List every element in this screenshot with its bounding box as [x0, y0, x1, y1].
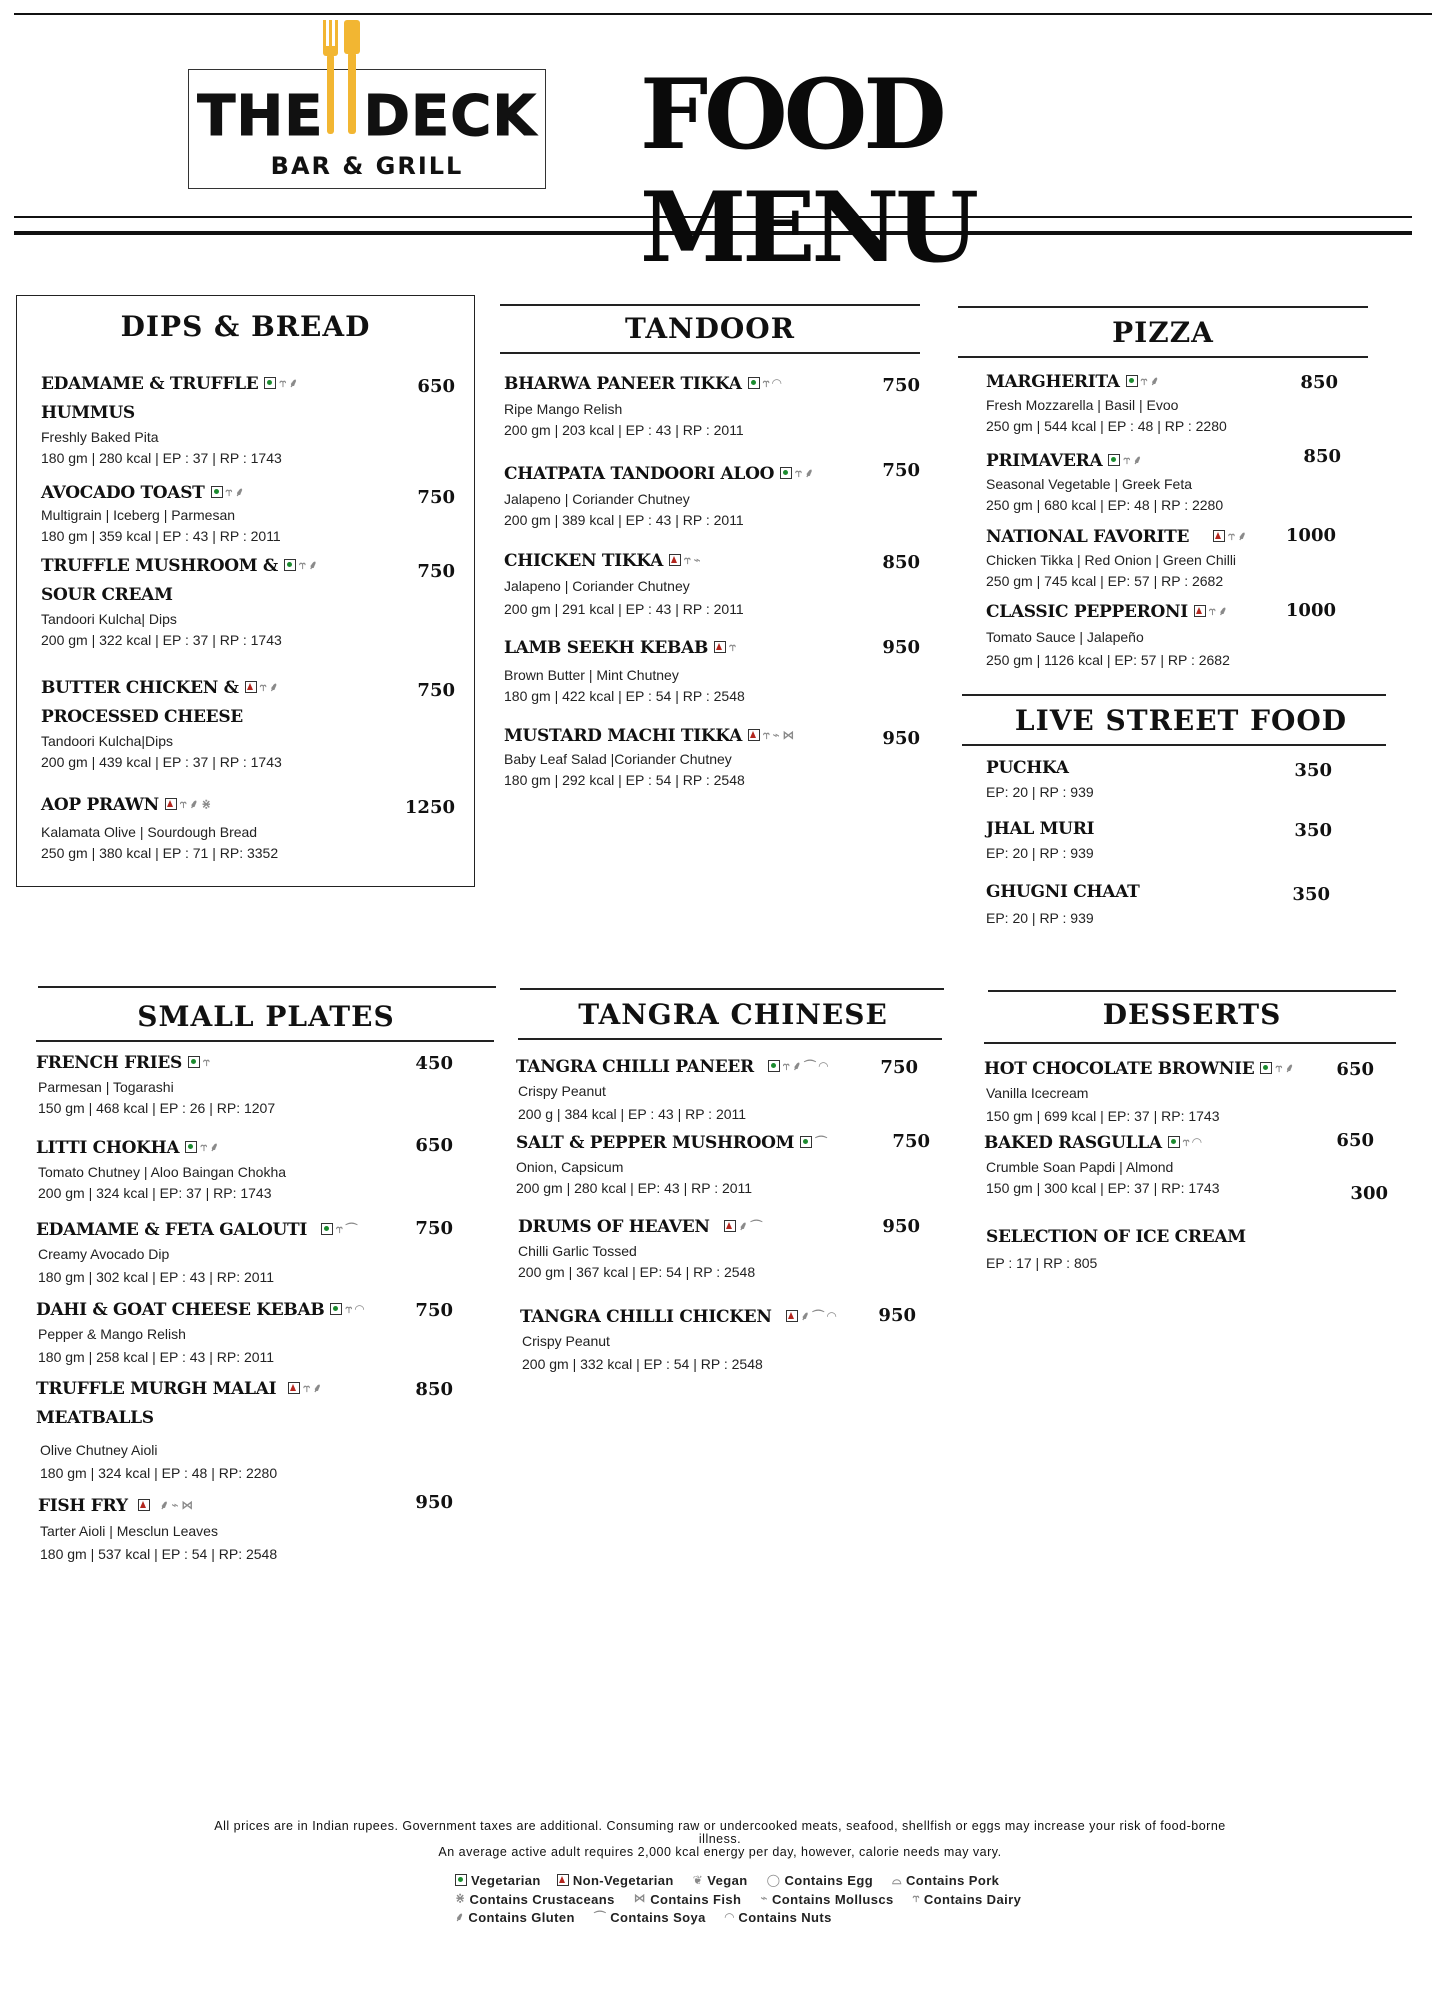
fish-icon: ⋈ [181, 1497, 194, 1512]
item-desc: Tomato Sauce | Jalapeño [986, 628, 1144, 645]
pork-icon: ⌓ [892, 1872, 902, 1887]
veg-icon [188, 1056, 200, 1068]
molluscs-icon: ⌁ [772, 727, 780, 742]
item-desc: Multigrain | Iceberg | Parmesan [41, 506, 236, 523]
legend-vegetarian: Vegetarian [471, 1873, 541, 1888]
dairy-icon: ⥾ [345, 1301, 352, 1316]
veg-icon [1260, 1062, 1272, 1074]
dairy-icon: ⥾ [912, 1891, 920, 1906]
item-desc: Jalapeno | Coriander Chutney [504, 577, 690, 594]
item-price: 850 [1300, 372, 1338, 393]
veg-icon [780, 467, 792, 479]
gluten-icon: ⸙ [159, 1497, 169, 1512]
veg-icon [768, 1060, 780, 1072]
item-name: SALT & PEPPER MUSHROOM [516, 1133, 795, 1153]
veg-icon [1168, 1136, 1180, 1148]
gluten-icon: ⸙ [1150, 373, 1159, 388]
section-title: SMALL PLATES [137, 1000, 395, 1033]
nuts-icon: ◠ [818, 1058, 828, 1073]
veg-icon [1108, 454, 1120, 466]
section-title: DESSERTS [1102, 998, 1282, 1031]
item-desc: Crumble Soan Papdi | Almond [986, 1158, 1174, 1175]
non-veg-icon [669, 554, 681, 566]
crustaceans-icon: ⋇ [455, 1891, 466, 1906]
item-desc: Tarter Aioli | Mesclun Leaves [40, 1522, 218, 1539]
item-name: AVOCADO TOAST [41, 483, 205, 503]
item-meta: 180 gm | 258 kcal | EP : 43 | RP: 2011 [38, 1348, 275, 1365]
item-name-cont: HUMMUS [41, 402, 135, 423]
veg-icon [1126, 375, 1138, 387]
vegan-icon: ❦ [692, 1872, 704, 1887]
section-rule-top [38, 986, 496, 988]
section-small-plates [36, 980, 496, 1580]
gluten-icon: ⸙ [235, 484, 244, 499]
section-rule-top [962, 694, 1386, 696]
gluten-icon: ⸙ [455, 1909, 465, 1924]
item-name: BAKED RASGULLA [984, 1133, 1162, 1153]
section-title: LIVE STREET FOOD [1014, 704, 1348, 737]
gluten-icon: ⸙ [1237, 528, 1247, 543]
item-desc: Crispy Peanut [522, 1332, 610, 1349]
logo-name: THE DECK [197, 84, 537, 149]
item-name: AOP PRAWN [41, 795, 159, 815]
item-meta: 200 gm | 291 kcal | EP : 43 | RP : 2011 [504, 600, 744, 617]
item-name: EDAMAME & FETA GALOUTI [36, 1220, 308, 1240]
dairy-icon: ⥾ [1140, 373, 1148, 388]
gluten-icon: ⸙ [1218, 603, 1228, 618]
legend-vegan: Vegan [707, 1873, 748, 1888]
nuts-icon: ◠ [1192, 1134, 1202, 1149]
gluten-icon: ⸙ [804, 465, 814, 480]
item-meta: 200 gm | 389 kcal | EP : 43 | RP : 2011 [504, 511, 744, 528]
legend-fish: Contains Fish [650, 1891, 742, 1907]
gluten-icon: ⸙ [189, 796, 199, 811]
item-name-cont: MEATBALLS [36, 1407, 154, 1428]
item-price: 450 [415, 1053, 453, 1074]
section-rule-bottom [518, 1038, 942, 1040]
item-price: 650 [415, 1135, 453, 1156]
legend-pork: Contains Pork [905, 1873, 1000, 1888]
item-meta: 200 gm | 367 kcal | EP: 54 | RP : 2548 [518, 1263, 756, 1280]
non-veg-icon [245, 681, 257, 693]
item-price: 350 [1294, 760, 1332, 781]
item-desc: Creamy Avocado Dip [38, 1245, 170, 1262]
egg-icon: ◯ [766, 1872, 781, 1887]
soya-icon: ⌒ [804, 1058, 816, 1073]
crustaceans-icon: ⋇ [201, 796, 211, 811]
item-price: 850 [882, 552, 920, 573]
section-rule-top [500, 304, 920, 306]
item-price: 850 [1303, 446, 1341, 467]
item-name: MUSTARD MACHI TIKKA [504, 726, 743, 746]
item-desc: Jalapeno | Coriander Chutney [504, 490, 690, 507]
item-desc: Chilli Garlic Tossed [518, 1242, 637, 1259]
item-name: NATIONAL FAVORITE [986, 527, 1190, 547]
item-price: 750 [880, 1057, 918, 1078]
dairy-icon: ⥾ [279, 375, 286, 390]
section-rule-top [958, 306, 1368, 308]
item-name: GHUGNI CHAAT [986, 882, 1140, 902]
item-name: LITTI CHOKHA [36, 1138, 180, 1158]
item-meta: 250 gm | 380 kcal | EP : 71 | RP: 3352 [41, 844, 279, 861]
legend-non-vegetarian: Non-Vegetarian [572, 1873, 674, 1888]
item-price: 750 [892, 1131, 930, 1152]
gluten-icon: ⸙ [800, 1308, 810, 1323]
legend-molluscs: Contains Molluscs [772, 1891, 894, 1907]
item-desc: Chicken Tikka | Red Onion | Green Chilli [986, 551, 1237, 568]
non-veg-icon [138, 1499, 150, 1511]
veg-icon [455, 1874, 467, 1886]
item-meta: 200 g | 384 kcal | EP : 43 | RP : 2011 [518, 1105, 747, 1122]
section-tangra-chinese [518, 980, 948, 1400]
section-rule-top [988, 990, 1396, 992]
legend-crustaceans: Contains Crustaceans [469, 1891, 615, 1907]
item-desc: Pepper & Mango Relish [38, 1325, 186, 1342]
veg-icon [264, 377, 276, 389]
item-name: BHARWA PANEER TIKKA [504, 374, 742, 394]
item-name: SELECTION OF ICE CREAM [986, 1227, 1246, 1247]
item-price: 750 [417, 561, 455, 582]
item-name: DRUMS OF HEAVEN [518, 1217, 710, 1237]
item-meta: 200 gm | 280 kcal | EP: 43 | RP : 2011 [516, 1179, 753, 1196]
dairy-icon: ⥾ [795, 465, 802, 480]
item-price: 950 [878, 1305, 916, 1326]
item-price: 950 [415, 1492, 453, 1513]
item-desc: Crispy Peanut [518, 1082, 606, 1099]
cutlery-icon [319, 20, 365, 140]
dietary-legend [455, 1872, 1055, 1928]
dairy-icon: ⥾ [303, 1380, 310, 1395]
item-price: 950 [882, 1216, 920, 1237]
nuts-icon: ◠ [354, 1301, 364, 1316]
item-price: 1000 [1285, 600, 1336, 621]
item-meta: 180 gm | 359 kcal | EP : 43 | RP : 2011 [41, 527, 281, 544]
logo [188, 69, 546, 189]
item-meta: 180 gm | 324 kcal | EP : 48 | RP: 2280 [40, 1464, 278, 1481]
dairy-icon: ⥾ [336, 1221, 343, 1236]
item-name-cont: SOUR CREAM [41, 584, 173, 605]
section-dips-bread [16, 295, 475, 887]
veg-icon [321, 1223, 333, 1235]
item-price: 850 [415, 1379, 453, 1400]
item-name: PUCHKA [986, 758, 1069, 778]
item-price: 1000 [1285, 525, 1336, 546]
item-name: FRENCH FRIES [36, 1053, 182, 1073]
item-meta: EP: 20 | RP : 939 [986, 845, 1094, 861]
logo-subtitle: BAR & GRILL [270, 152, 464, 180]
dairy-icon: ⥾ [684, 552, 691, 567]
item-name: HOT CHOCOLATE BROWNIE [984, 1059, 1255, 1079]
item-price: 750 [417, 487, 455, 508]
non-veg-icon [1194, 605, 1206, 617]
item-price: 300 [1350, 1183, 1388, 1204]
item-desc: Freshly Baked Pita [41, 428, 159, 445]
section-rule-bottom [36, 1040, 494, 1042]
veg-icon [185, 1141, 197, 1153]
legend-dairy: Contains Dairy [923, 1891, 1022, 1907]
item-desc: Onion, Capsicum [516, 1158, 624, 1175]
item-meta: 180 gm | 302 kcal | EP : 43 | RP: 2011 [38, 1268, 275, 1285]
dairy-icon: ⥾ [179, 796, 187, 811]
item-desc: Baby Leaf Salad |Coriander Chutney [504, 750, 732, 767]
fish-icon: ⋈ [633, 1891, 647, 1906]
section-title: PIZZA [1112, 316, 1214, 349]
non-veg-icon [786, 1310, 798, 1322]
soya-icon: ⌒ [593, 1909, 607, 1924]
gluten-icon: ⸙ [288, 375, 298, 390]
item-name: PRIMAVERA [986, 451, 1103, 471]
item-name: EDAMAME & TRUFFLE [41, 374, 259, 394]
item-price: 750 [882, 460, 920, 481]
item-name: JHAL MURI [986, 819, 1095, 839]
section-live-street-food [962, 690, 1392, 940]
dairy-icon: ⥾ [1275, 1060, 1282, 1075]
item-meta: 150 gm | 300 kcal | EP: 37 | RP: 1743 [986, 1179, 1220, 1196]
gluten-icon: ⸙ [312, 1380, 322, 1395]
item-price: 950 [882, 637, 920, 658]
item-name: FISH FRY [38, 1496, 128, 1516]
top-rule [14, 13, 1432, 15]
molluscs-icon: ⌁ [693, 552, 701, 567]
veg-icon [748, 377, 760, 389]
item-meta: 180 gm | 292 kcal | EP : 54 | RP : 2548 [504, 771, 745, 788]
item-name-cont: PROCESSED CHEESE [41, 706, 243, 727]
section-title: TANDOOR [625, 312, 795, 345]
dairy-icon: ⥾ [298, 557, 306, 572]
item-meta: 200 gm | 439 kcal | EP : 37 | RP : 1743 [41, 753, 282, 770]
item-meta: 150 gm | 468 kcal | EP : 26 | RP: 1207 [38, 1099, 276, 1116]
item-meta: 250 gm | 745 kcal | EP: 57 | RP : 2682 [986, 572, 1224, 589]
gluten-icon: ⸙ [308, 557, 318, 572]
item-price: 650 [417, 376, 455, 397]
menu-item [986, 1223, 1406, 1274]
item-desc: Tomato Chutney | Aloo Baingan Chokha [38, 1163, 287, 1180]
veg-icon [211, 486, 223, 498]
dairy-icon: ⥾ [782, 1058, 790, 1073]
dairy-icon: ⥾ [203, 1054, 210, 1069]
item-price: 350 [1292, 884, 1330, 905]
section-rule-bottom [962, 744, 1386, 746]
item-meta: 200 gm | 332 kcal | EP : 54 | RP : 2548 [522, 1355, 763, 1372]
dairy-icon: ⥾ [1123, 452, 1130, 467]
item-price: 750 [415, 1300, 453, 1321]
dairy-icon: ⥾ [729, 639, 736, 654]
item-price: 950 [882, 728, 920, 749]
item-desc: Olive Chutney Aioli [40, 1441, 158, 1458]
nuts-icon: ◠ [724, 1909, 735, 1924]
item-name: TANGRA CHILLI PANEER [516, 1057, 754, 1077]
item-meta: 200 gm | 324 kcal | EP: 37 | RP: 1743 [38, 1184, 272, 1201]
item-meta: 200 gm | 203 kcal | EP : 43 | RP : 2011 [504, 421, 744, 438]
item-name: TRUFFLE MURGH MALAI [36, 1379, 277, 1399]
soya-icon: ⌒ [345, 1221, 358, 1236]
molluscs-icon: ⌁ [171, 1497, 179, 1512]
item-name: BUTTER CHICKEN & [41, 678, 239, 698]
item-name: TRUFFLE MUSHROOM & [41, 556, 278, 576]
gluten-icon: ⸙ [792, 1058, 802, 1073]
item-price: 650 [1336, 1059, 1374, 1080]
item-meta: EP : 17 | RP : 805 [986, 1255, 1098, 1271]
item-desc: Vanilla Icecream [986, 1084, 1089, 1101]
item-meta: 180 gm | 280 kcal | EP : 37 | RP : 1743 [41, 449, 282, 466]
legend-nuts: Contains Nuts [738, 1910, 832, 1926]
item-name: CHATPATA TANDOORI ALOO [504, 464, 775, 484]
item-price: 750 [882, 375, 920, 396]
item-meta: 200 gm | 322 kcal | EP : 37 | RP : 1743 [41, 631, 282, 648]
non-veg-icon [748, 729, 760, 741]
soya-icon: ⌒ [750, 1218, 763, 1233]
item-meta: 250 gm | 680 kcal | EP: 48 | RP : 2280 [986, 496, 1224, 513]
soya-icon: ⌒ [815, 1134, 827, 1149]
item-price: 750 [415, 1218, 453, 1239]
section-title: TANGRA CHINESE [578, 998, 888, 1031]
item-meta: 180 gm | 537 kcal | EP : 54 | RP: 2548 [40, 1545, 278, 1562]
legend-gluten: Contains Gluten [468, 1910, 575, 1926]
footer-disclaimer: All prices are in Indian rupees. Government taxes are additional. Consuming raw or undercooked meats, seafood, shellfish or eggs may increase your risk of food-borne illness. An average active adult requires 2,000 kcal energy per day, however, calorie needs may vary. [214, 1819, 1226, 1859]
dairy-icon: ⥾ [1228, 528, 1235, 543]
item-desc: Ripe Mango Relish [504, 400, 623, 417]
non-veg-icon [288, 1382, 300, 1394]
fish-icon: ⋈ [782, 727, 795, 742]
dairy-icon: ⥾ [259, 679, 267, 694]
section-tandoor [500, 300, 920, 800]
section-rule-bottom [958, 356, 1368, 358]
page-title: FOOD MENU [640, 58, 975, 284]
item-price: 650 [1336, 1130, 1374, 1151]
item-name: CHICKEN TIKKA [504, 551, 664, 571]
section-rule-bottom [500, 352, 920, 354]
item-desc: Fresh Mozzarella | Basil | Evoo [986, 396, 1179, 413]
item-desc: Kalamata Olive | Sourdough Bread [41, 823, 258, 840]
non-veg-icon [714, 641, 726, 653]
legend-egg: Contains Egg [784, 1873, 874, 1888]
item-desc: Brown Butter | Mint Chutney [504, 666, 679, 683]
gluten-icon: ⸙ [1284, 1060, 1294, 1075]
item-meta: 250 gm | 544 kcal | EP : 48 | RP : 2280 [986, 417, 1227, 434]
non-veg-icon [165, 798, 177, 810]
veg-icon [330, 1303, 342, 1315]
non-veg-icon [557, 1874, 569, 1886]
item-price: 350 [1294, 820, 1332, 841]
gluten-icon: ⸙ [269, 679, 278, 694]
item-name: DAHI & GOAT CHEESE KEBAB [36, 1300, 325, 1320]
item-price: 750 [417, 680, 455, 701]
section-title: DIPS & BREAD [120, 310, 371, 343]
dairy-icon: ⥾ [225, 484, 232, 499]
dairy-icon: ⥾ [200, 1139, 207, 1154]
nuts-icon: ◠ [772, 375, 782, 390]
dairy-icon: ⥾ [1182, 1134, 1190, 1149]
dairy-icon: ⥾ [763, 727, 770, 742]
item-name: TANGRA CHILLI CHICKEN [520, 1307, 772, 1327]
non-veg-icon [1213, 530, 1225, 542]
nuts-icon: ◠ [826, 1308, 836, 1323]
item-desc: Parmesan | Togarashi [38, 1078, 174, 1095]
item-desc: Tandoori Kulcha|Dips [41, 732, 174, 749]
item-name: LAMB SEEKH KEBAB [504, 638, 709, 658]
section-desserts [984, 980, 1404, 1300]
item-meta: 250 gm | 1126 kcal | EP: 57 | RP : 2682 [986, 651, 1230, 668]
legend-soya: Contains Soya [610, 1910, 706, 1926]
item-name: CLASSIC PEPPERONI [986, 602, 1188, 622]
non-veg-icon [724, 1220, 736, 1232]
section-rule-bottom [984, 1042, 1396, 1044]
item-desc: Seasonal Vegetable | Greek Feta [986, 475, 1192, 492]
section-pizza [958, 300, 1378, 680]
veg-icon [284, 559, 296, 571]
gluten-icon: ⸙ [1132, 452, 1142, 467]
gluten-icon: ⸙ [209, 1139, 219, 1154]
item-name: MARGHERITA [986, 372, 1120, 392]
dairy-icon: ⥾ [1208, 603, 1216, 618]
veg-icon [800, 1136, 812, 1148]
dairy-icon: ⥾ [762, 375, 770, 390]
item-meta: 150 gm | 699 kcal | EP: 37 | RP: 1743 [986, 1107, 1220, 1124]
molluscs-icon: ⌁ [760, 1891, 768, 1906]
item-price: 1250 [404, 797, 455, 818]
item-meta: 180 gm | 422 kcal | EP : 54 | RP : 2548 [504, 687, 745, 704]
item-meta: EP: 20 | RP : 939 [986, 910, 1094, 926]
item-meta: EP: 20 | RP : 939 [986, 784, 1094, 800]
gluten-icon: ⸙ [738, 1218, 748, 1233]
item-desc: Tandoori Kulcha| Dips [41, 610, 177, 627]
soya-icon: ⌒ [812, 1308, 824, 1323]
section-rule-top [520, 988, 944, 990]
